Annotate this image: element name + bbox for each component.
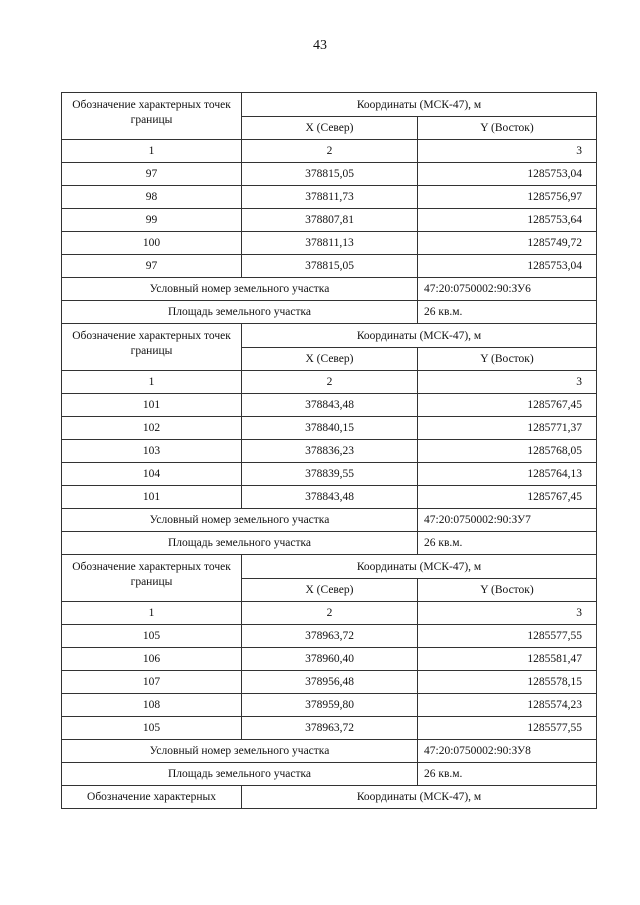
header-y-label: Y (Восток) (418, 579, 597, 602)
cadastral-number: 47:20:0750002:90:ЗУ6 (418, 278, 597, 301)
y-coordinate: 1285756,97 (418, 186, 597, 209)
area-value: 26 кв.м. (418, 301, 597, 324)
cadastral-label: Условный номер земельного участка (62, 509, 418, 532)
table-row (62, 463, 597, 486)
point-number: 105 (62, 625, 242, 648)
y-coordinate: 1285764,13 (418, 463, 597, 486)
y-coordinate: 1285753,04 (418, 163, 597, 186)
header-coord-label: Координаты (МСК-47), м (242, 324, 597, 348)
point-number: 101 (62, 394, 242, 417)
x-coordinate: 378811,73 (242, 186, 418, 209)
column-number-row (62, 371, 597, 394)
area-row (62, 532, 597, 555)
table-row (62, 186, 597, 209)
col-number: 2 (242, 602, 418, 625)
table-row (62, 255, 597, 278)
header-point-label: Обозначение характерных точек границы (62, 555, 242, 602)
table-row (62, 717, 597, 740)
col-number: 1 (62, 371, 242, 394)
cadastral-row (62, 740, 597, 763)
table-row (62, 648, 597, 671)
y-coordinate: 1285768,05 (418, 440, 597, 463)
point-number: 106 (62, 648, 242, 671)
cadastral-number: 47:20:0750002:90:ЗУ7 (418, 509, 597, 532)
x-coordinate: 378959,80 (242, 694, 418, 717)
x-coordinate: 378840,15 (242, 417, 418, 440)
y-coordinate: 1285767,45 (418, 486, 597, 509)
point-number: 104 (62, 463, 242, 486)
table-row (62, 694, 597, 717)
area-value: 26 кв.м. (418, 763, 597, 786)
point-number: 103 (62, 440, 242, 463)
y-coordinate: 1285577,55 (418, 625, 597, 648)
point-number: 97 (62, 255, 242, 278)
area-label: Площадь земельного участка (62, 532, 418, 555)
header-point-label: Обозначение характерных точек границы (62, 324, 242, 371)
point-number: 102 (62, 417, 242, 440)
x-coordinate: 378836,23 (242, 440, 418, 463)
header-x-label: X (Север) (242, 117, 418, 140)
x-coordinate: 378843,48 (242, 394, 418, 417)
y-coordinate: 1285753,64 (418, 209, 597, 232)
table-row (62, 417, 597, 440)
point-number: 107 (62, 671, 242, 694)
point-number: 108 (62, 694, 242, 717)
point-number: 101 (62, 486, 242, 509)
col-number: 3 (418, 140, 597, 163)
x-coordinate: 378811,13 (242, 232, 418, 255)
header-coord-label: Координаты (МСК-47), м (242, 555, 597, 579)
header-x-label: X (Север) (242, 348, 418, 371)
header-coord-label: Координаты (МСК-47), м (242, 93, 597, 117)
col-number: 1 (62, 602, 242, 625)
table-row (62, 232, 597, 255)
x-coordinate: 378843,48 (242, 486, 418, 509)
header-point-label: Обозначение характерных точек границы (62, 93, 242, 140)
area-label: Площадь земельного участка (62, 301, 418, 324)
table-row (62, 163, 597, 186)
point-number: 105 (62, 717, 242, 740)
header-point-label: Обозначение характерных (62, 786, 242, 809)
x-coordinate: 378815,05 (242, 255, 418, 278)
col-number: 2 (242, 371, 418, 394)
y-coordinate: 1285581,47 (418, 648, 597, 671)
table-row (62, 486, 597, 509)
area-row (62, 301, 597, 324)
table-row (62, 671, 597, 694)
table-header-row (62, 324, 597, 348)
coordinates-table (61, 92, 597, 809)
table-row (62, 440, 597, 463)
header-y-label: Y (Восток) (418, 117, 597, 140)
col-number: 3 (418, 371, 597, 394)
table-row (62, 625, 597, 648)
area-label: Площадь земельного участка (62, 763, 418, 786)
y-coordinate: 1285578,15 (418, 671, 597, 694)
cadastral-label: Условный номер земельного участка (62, 278, 418, 301)
y-coordinate: 1285771,37 (418, 417, 597, 440)
x-coordinate: 378839,55 (242, 463, 418, 486)
col-number: 2 (242, 140, 418, 163)
point-number: 98 (62, 186, 242, 209)
area-row (62, 763, 597, 786)
table-row (62, 394, 597, 417)
page-number: 43 (313, 38, 327, 53)
point-number: 99 (62, 209, 242, 232)
cadastral-row (62, 509, 597, 532)
x-coordinate: 378956,48 (242, 671, 418, 694)
table-header-row (62, 93, 597, 117)
header-x-label: X (Север) (242, 579, 418, 602)
cadastral-number: 47:20:0750002:90:ЗУ8 (418, 740, 597, 763)
x-coordinate: 378963,72 (242, 625, 418, 648)
cadastral-row (62, 278, 597, 301)
y-coordinate: 1285749,72 (418, 232, 597, 255)
column-number-row (62, 602, 597, 625)
header-y-label: Y (Восток) (418, 348, 597, 371)
col-number: 3 (418, 602, 597, 625)
y-coordinate: 1285574,23 (418, 694, 597, 717)
x-coordinate: 378963,72 (242, 717, 418, 740)
x-coordinate: 378815,05 (242, 163, 418, 186)
x-coordinate: 378960,40 (242, 648, 418, 671)
header-coord-label: Координаты (МСК-47), м (242, 786, 597, 809)
table-header-row (62, 786, 597, 809)
table-row (62, 209, 597, 232)
point-number: 97 (62, 163, 242, 186)
x-coordinate: 378807,81 (242, 209, 418, 232)
point-number: 100 (62, 232, 242, 255)
y-coordinate: 1285753,04 (418, 255, 597, 278)
cadastral-label: Условный номер земельного участка (62, 740, 418, 763)
y-coordinate: 1285767,45 (418, 394, 597, 417)
column-number-row (62, 140, 597, 163)
area-value: 26 кв.м. (418, 532, 597, 555)
y-coordinate: 1285577,55 (418, 717, 597, 740)
table-header-row (62, 555, 597, 579)
col-number: 1 (62, 140, 242, 163)
